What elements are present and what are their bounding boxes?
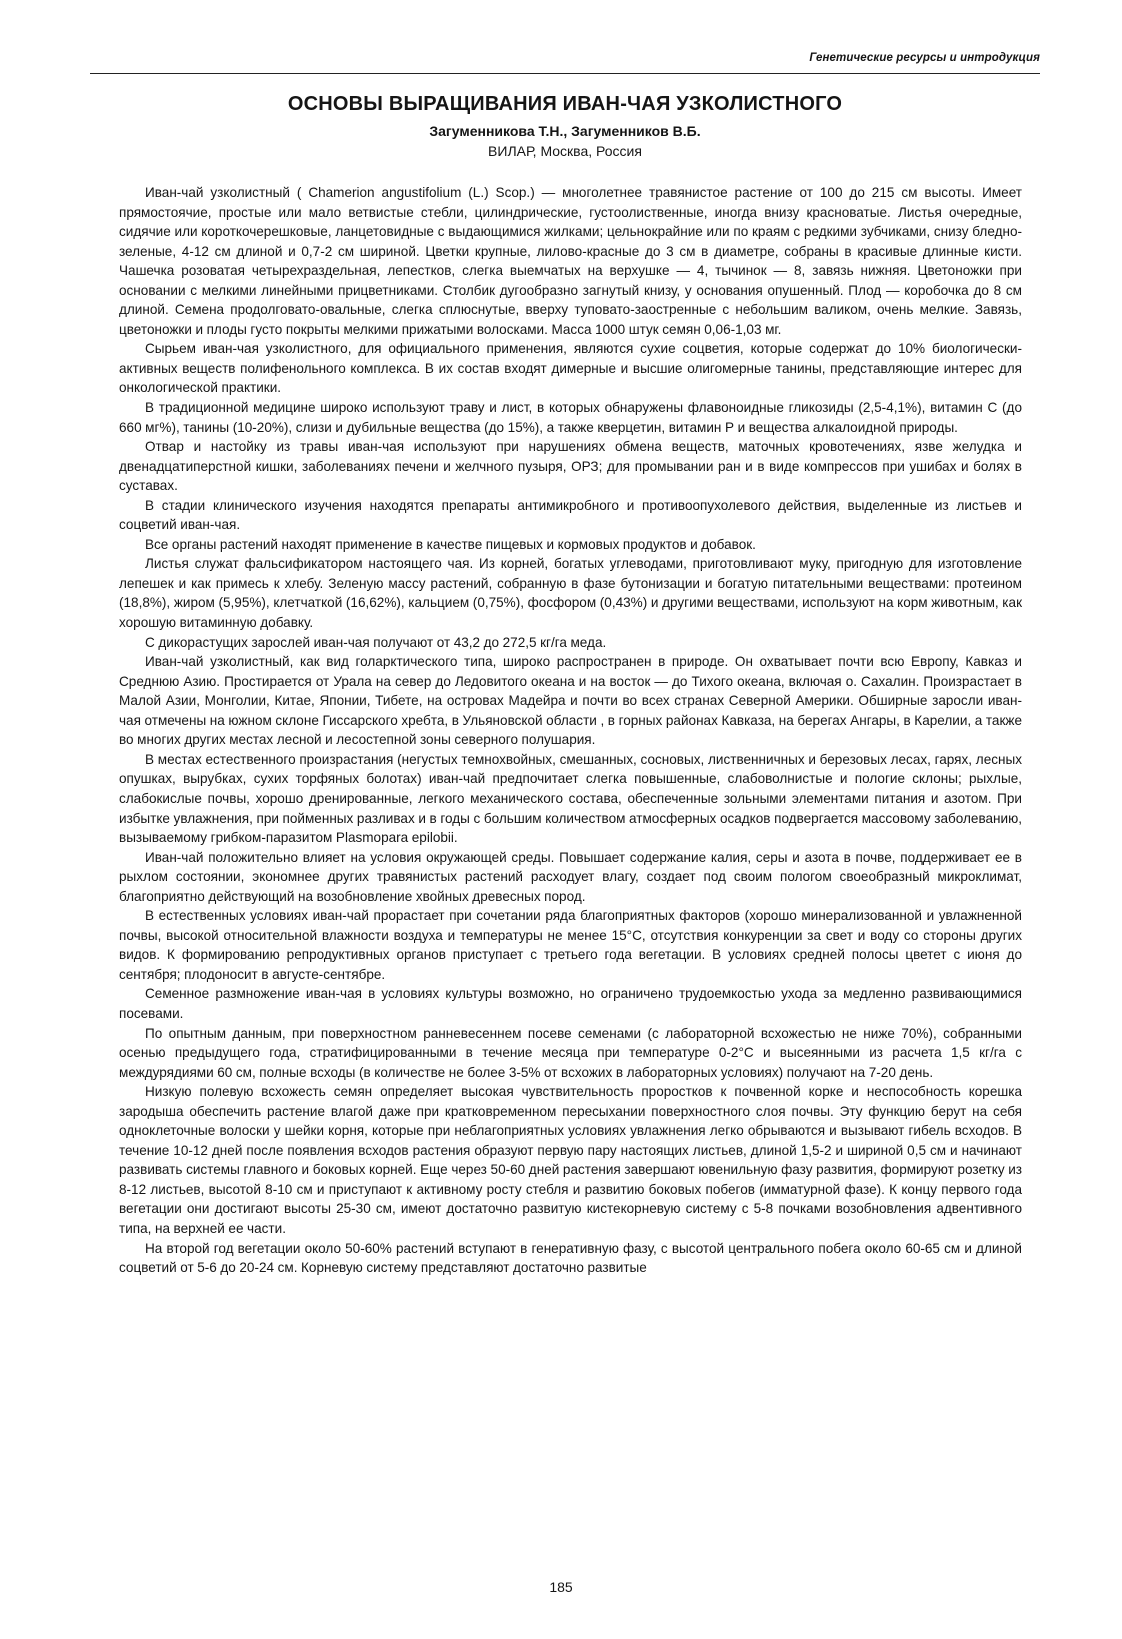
body-paragraph: Сырьем иван-чая узколистного, для официального применения, являются сухие соцветия, которые содержат до 10% биологически-активных веществ полифенольного комплекса. В их состав входят димерные и высшие олигомерные танины, представляющие интерес для онкологической практики. xyxy=(119,341,1022,396)
body-paragraph: Иван-чай узколистный, как вид голарктического типа, широко распространен в природе. Он охватывает почти всю Европу, Кавказ и Среднюю Азию. Простирается от Урала на север до Ледовитого океана и на восток — до Тихого океана, включая о. Сахалин. Произрастает в Малой Азии, Монголии, Китае, Японии, Тибете, на островах Мадейра и почти во всех странах Северной Америки. Обширные заросли иван-чая отмечены на южном склоне Гиссарского хребта, в Ульяновской области , в горных районах Кавказа, на берегах Ангары, в Карелии, а также во многих других местах лесной и лесостепной зоны северного полушария. xyxy=(119,654,1022,748)
body-paragraph: Иван-чай положительно влияет на условия окружающей среды. Повышает содержание калия, серы и азота в почве, поддерживает ее в рыхлом состоянии, экономнее других травянистых растений расходует влагу, создает под своим пологом своеобразный микроклимат, благоприятно действующий на возобновление хвойных древесных пород. xyxy=(119,849,1022,904)
body-paragraph: Иван-чай узколистный ( Chamerion angustifolium (L.) Scop.) — многолетнее травянистое растение от 100 до 215 см высоты. Имеет прямостоячие, простые или мало ветвистые стебли, цилиндрические, густоолиственные, иногда внизу красноватые. Листья очередные, сидячие или короткочерешковые, ланцетовидные с выдающимися жилками; цельнокрайние или по краям с редкими зубчиками, снизу бледно-зеленые, 4-12 см длиной и 0,7-2 см шириной. Цветки крупные, лилово-красные до 3 см в диаметре, собраны в красивые длинные кисти. Чашечка розоватая четырехраздельная, лепестков, слегка выемчатых на верхушке — 4, тычинок — 8, завязь нижняя. Цветоножки при основании с мелкими линейными прицветниками. Столбик дугообразно загнутый книзу, у основания опушенный. Плод — коробочка до 8 см длиной. Семена продолговато-овальные, слегка сплюснутые, вверху туповато-заостренные с небольшим валиком, очень мелкие. Завязь, цветоножки и плоды густо покрыты мелкими прижатыми волосками. Масса 1000 штук семян 0,06-1,03 мг. xyxy=(119,185,1022,337)
header-rule xyxy=(90,73,1040,74)
article-authors: Загуменникова Т.Н., Загуменников В.Б. xyxy=(429,123,701,139)
body-paragraph: Семенное размножение иван-чая в условиях культуры возможно, но ограничено трудоемкостью ухода за медленно развивающимися посевами. xyxy=(119,986,1022,1021)
body-paragraph: Низкую полевую всхожесть семян определяет высокая чувствительность проростков к почвенной корке и неспособность корешка зародыша обеспечить растение влагой даже при кратковременном пересыхании поверхностного слоя почвы. Эту функцию берут на себя одноклеточные волоски у шейки корня, которые при неблагоприятных условиях увлажнения легко обрываются и вызывают гибель всходов. В течение 10-12 дней после появления всходов растения образуют первую пару настоящих листьев, длиной 1,5-2 и шириной 0,5 см и начинают развивать системы главного и боковых корней. Еще через 50-60 дней растения завершают ювенильную фазу развития, формируют розетку из 8-12 листьев, высотой 8-10 см и приступают к активному росту стебля и развитию боковых побегов (имматурной фазе). К концу первого года вегетации они достигают высоты 25-30 см, имеют достаточно развитую кистекорневую систему с 5-8 почками возобновления адвентивного типа, на верхней ее части. xyxy=(119,1084,1022,1236)
article-title: ОСНОВЫ ВЫРАЩИВАНИЯ ИВАН-ЧАЯ УЗКОЛИСТНОГО xyxy=(287,93,843,115)
article-affiliation: ВИЛАР, Москва, Россия xyxy=(488,143,642,159)
body-paragraph: Все органы растений находят применение в качестве пищевых и кормовых продуктов и добавок. xyxy=(145,536,756,552)
page-number: 185 xyxy=(549,1579,573,1595)
body-paragraph: По опытным данным, при поверхностном ранневесеннем посеве семенами (с лабораторной всхожестью не ниже 70%), собранными осенью предыдущего года, стратифицированными в течение месяца при температуре 0-2°С и высеянными из расчета 1,5 кг/га с междурядиями 60 см, полные всходы (в количестве не более 3-5% от всхожих в лабораторных условиях) получают на 7-20 день. xyxy=(119,1025,1022,1080)
running-head: Генетические ресурсы и интродукция xyxy=(809,52,1040,64)
article-body xyxy=(119,183,1022,1278)
body-paragraph: На второй год вегетации около 50-60% растений вступают в генеративную фазу, с высотой центрального побега около 60-65 см и длиной соцветий от 5-6 до 20-24 см. Корневую систему представляют достаточно развитые xyxy=(119,1240,1022,1276)
body-paragraph: Листья служат фальсификатором настоящего чая. Из корней, богатых углеводами, приготовливают муку, пригодную для изготовление лепешек и как примесь к хлебу. Зеленую массу растений, собранную в фазе бутонизации и богатую питательными веществами: протеином (18,8%), жиром (5,95%), клетчаткой (16,62%), кальцием (0,75%), фосфором (0,43%) и другими веществами, используют на корм животным, как хорошую витаминную добавку. xyxy=(119,556,1022,631)
body-paragraph: С дикорастущих зарослей иван-чая получают от 43,2 до 272,5 кг/га меда. xyxy=(145,634,607,650)
body-paragraph: В естественных условиях иван-чай прорастает при сочетании ряда благоприятных факторов (хорошо минерализованной и увлажненной почвы, высокой относительной влажности воздуха и температуры не менее 15°С, отсутствия конкуренции за свет и воду со стороны других видов. К формированию репродуктивных органов приступает с третьего года вегетации. В условиях средней полосы цветет с июня до сентября; плодоносит в августе-сентябре. xyxy=(119,908,1022,982)
body-paragraph: В традиционной медицине широко используют траву и лист, в которых обнаружены флавоноидные гликозиды (2,5-4,1%), витамин С (до 660 мг%), танины (10-20%), слизи и дубильные вещества (до 15%), а также кверцетин, витамин Р и вещества алкалоидной природы. xyxy=(119,400,1022,435)
body-paragraph: В местах естественного произрастания (негустых темнохвойных, смешанных, сосновых, лиственничных и березовых лесах, гарях, лесных опушках, вырубках, сухих торфяных болотах) иван-чай предпочитает слегка повышенные, слабоволнистые и пологие склоны; рыхлые, слабокислые почвы, хорошо дренированные, легкого механического состава, обеспеченные зольными элементами питания и азотом. При избытке увлажнения, при пойменных разливах и в годы с большим количеством атмосферных осадков подвергается массовому заболеванию, вызываемому грибком-паразитом Plasmopara epilobii. xyxy=(119,751,1022,846)
body-paragraph: Отвар и настойку из травы иван-чая используют при нарушениях обмена веществ, маточных кровотечениях, язве желудка и двенадцатиперстной кишки, заболеваниях печени и желчного пузыря, ОРЗ; для промывании ран и в виде компрессов при ушибах и болях в суставах. xyxy=(119,439,1022,494)
body-paragraph: В стадии клинического изучения находятся препараты антимикробного и противоопухолевого действия, выделенные из листьев и соцветий иван-чая. xyxy=(119,497,1022,533)
